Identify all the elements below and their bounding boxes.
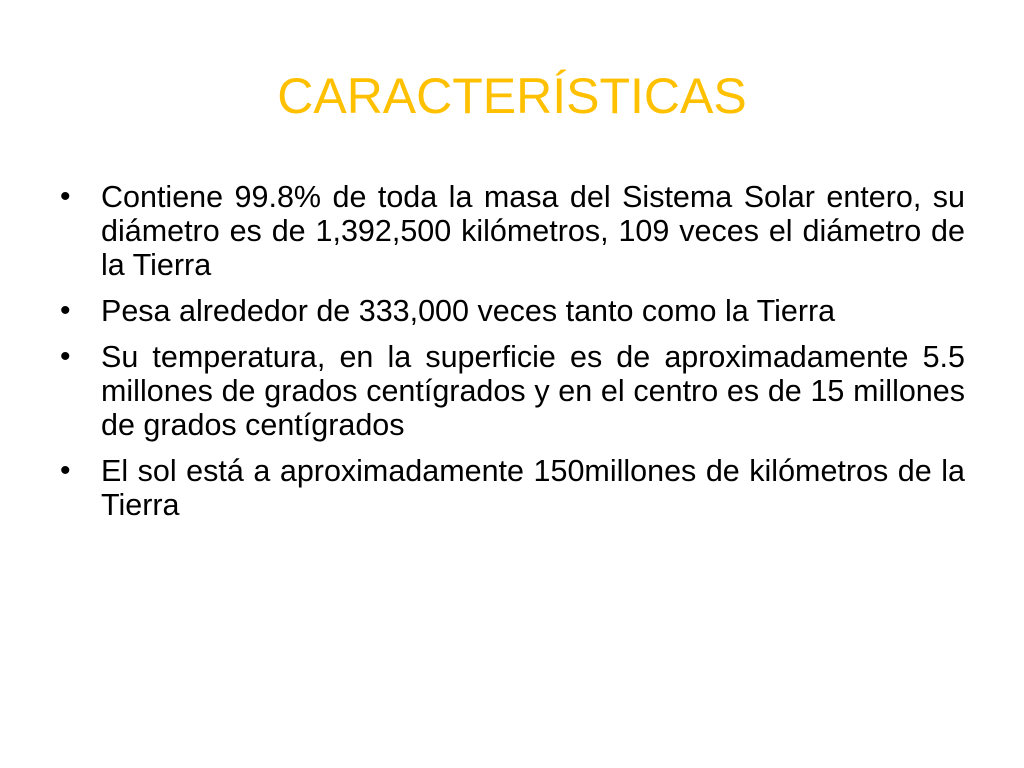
- bullet-text: Contiene 99.8% de toda la masa del Sistema Solar entero, su diámetro es de 1,392,500 kilómetros, 109 veces el diámetro de la Tierra: [101, 180, 965, 282]
- bullet-item-2: [60, 294, 965, 328]
- bullet-icon: •: [60, 340, 71, 373]
- bullet-icon: •: [60, 180, 71, 213]
- bullet-item-4: [60, 454, 965, 522]
- bullet-icon: •: [60, 294, 71, 327]
- bullet-text: Su temperatura, en la superficie es de aproximadamente 5.5 millones de grados centígrados y en el centro es de 15 millones de grados centígrados: [101, 340, 965, 442]
- bullet-text: Pesa alrededor de 333,000 veces tanto como la Tierra: [101, 294, 836, 328]
- bullet-item-3: [60, 340, 965, 442]
- bullet-icon: •: [60, 454, 71, 487]
- bullet-item-1: [60, 180, 965, 282]
- bullet-list: [60, 180, 965, 534]
- bullet-text: El sol está a aproximadamente 150millones de kilómetros de la Tierra: [101, 454, 965, 522]
- slide-title: CARACTERÍSTICAS: [277, 68, 747, 124]
